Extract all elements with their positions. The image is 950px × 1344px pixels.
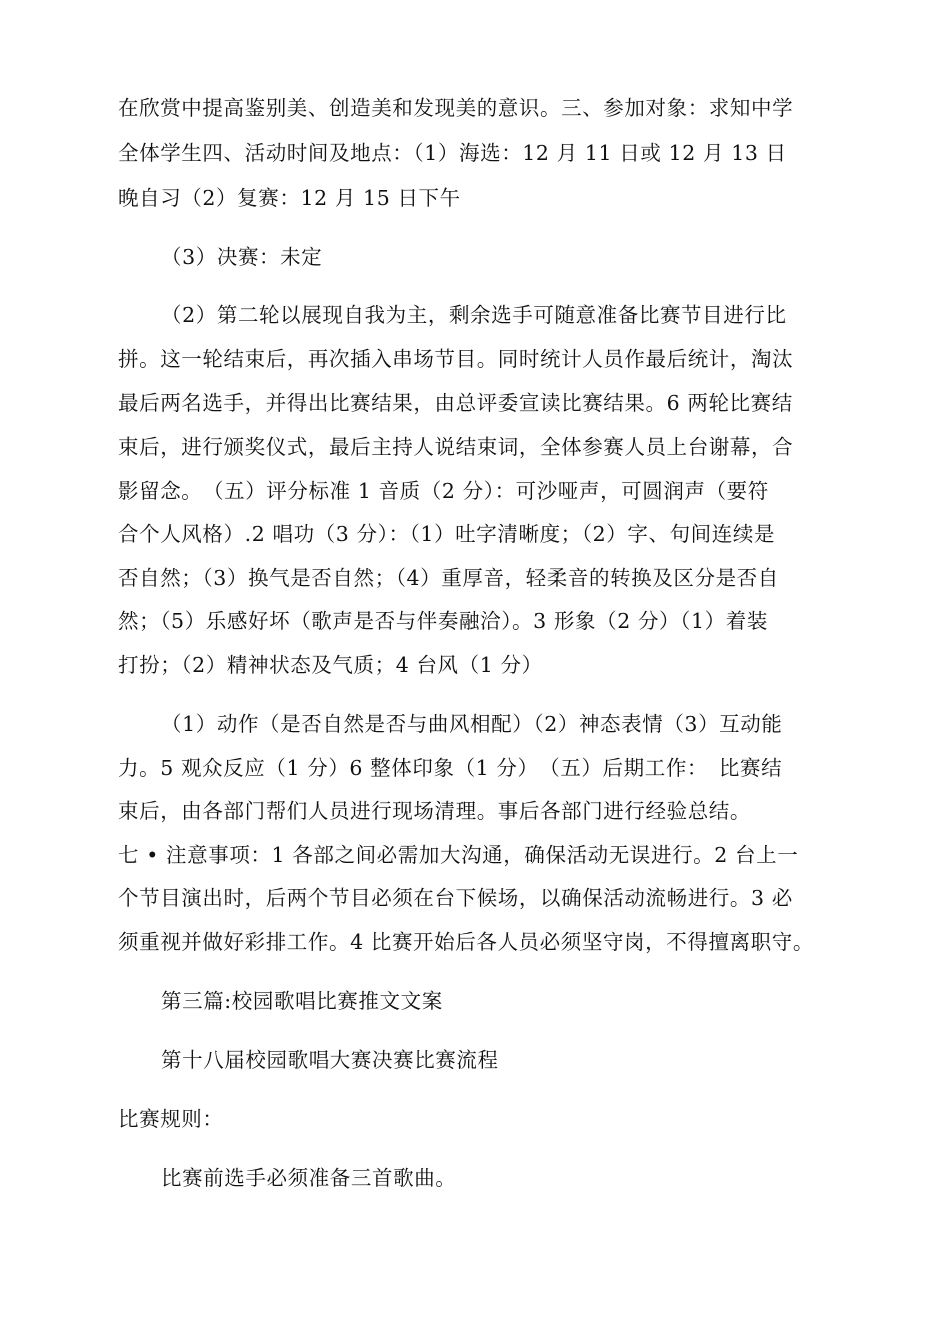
text-line: 合个人风格）.2 唱功（3 分）：（1）吐字清晰度；（2）字、句间连续是	[118, 522, 776, 546]
text-line: 影留念。 （五）评分标准 1 音质（2 分）：可沙哑声，可圆润声（要符	[118, 479, 769, 503]
text-line: 束后，进行颁奖仪式，最后主持人说结束词，全体参赛人员上台谢幕，合	[118, 435, 794, 459]
text-line: （3）决赛：未定	[161, 245, 323, 269]
text-line: 须重视并做好彩排工作。4 比赛开始后各人员必须坚守岗，不得擅离职守。	[118, 930, 814, 954]
text-line: 否自然；（3）换气是否自然；（4）重厚音，轻柔音的转换及区分是否自	[118, 566, 779, 590]
section-heading: 第十八届校园歌唱大赛决赛比赛流程	[161, 1048, 499, 1072]
text-line: 在欣赏中提高鉴别美、创造美和发现美的意识。三、参加对象：求知中学	[118, 96, 794, 120]
text-line: 全体学生四、活动时间及地点：（1）海选：12 月 11 日或 12 月 13 日	[118, 141, 787, 165]
text-line: 然；（5）乐感好坏（歌声是否与伴奏融洽）。3 形象（2 分）（1）着装	[118, 609, 768, 633]
text-line: 束后，由各部门帮们人员进行现场清理。事后各部门进行经验总结。	[118, 799, 751, 823]
section-heading: 第三篇:校园歌唱比赛推文文案	[161, 989, 443, 1013]
text-line: 个节目演出时，后两个节目必须在台下候场，以确保活动流畅进行。3 必	[118, 886, 793, 910]
text-line: 打扮；（2）精神状态及气质；4 台风（1 分）	[118, 653, 543, 677]
text-line: 七 • 注意事项：1 各部之间必需加大沟通，确保活动无误进行。2 台上一	[118, 843, 799, 867]
text-line: 比赛规则：	[118, 1107, 224, 1131]
text-line: （2）第二轮以展现自我为主，剩余选手可随意准备比赛节目进行比	[161, 303, 787, 327]
text-line: 晚自习（2）复赛：12 月 15 日下午	[118, 186, 461, 210]
text-line: 力。5 观众反应（1 分）6 整体印象（1 分） （五）后期工作： 比赛结	[118, 756, 783, 780]
text-line: 最后两名选手，并得出比赛结果，由总评委宣读比赛结果。6 两轮比赛结	[118, 391, 793, 415]
text-line: 拼。这一轮结束后，再次插入串场节目。同时统计人员作最后统计，淘汰	[118, 347, 794, 371]
text-line: 比赛前选手必须准备三首歌曲。	[161, 1166, 457, 1190]
text-line: （1）动作（是否自然是否与曲风相配）（2）神态表情（3）互动能	[161, 712, 783, 736]
